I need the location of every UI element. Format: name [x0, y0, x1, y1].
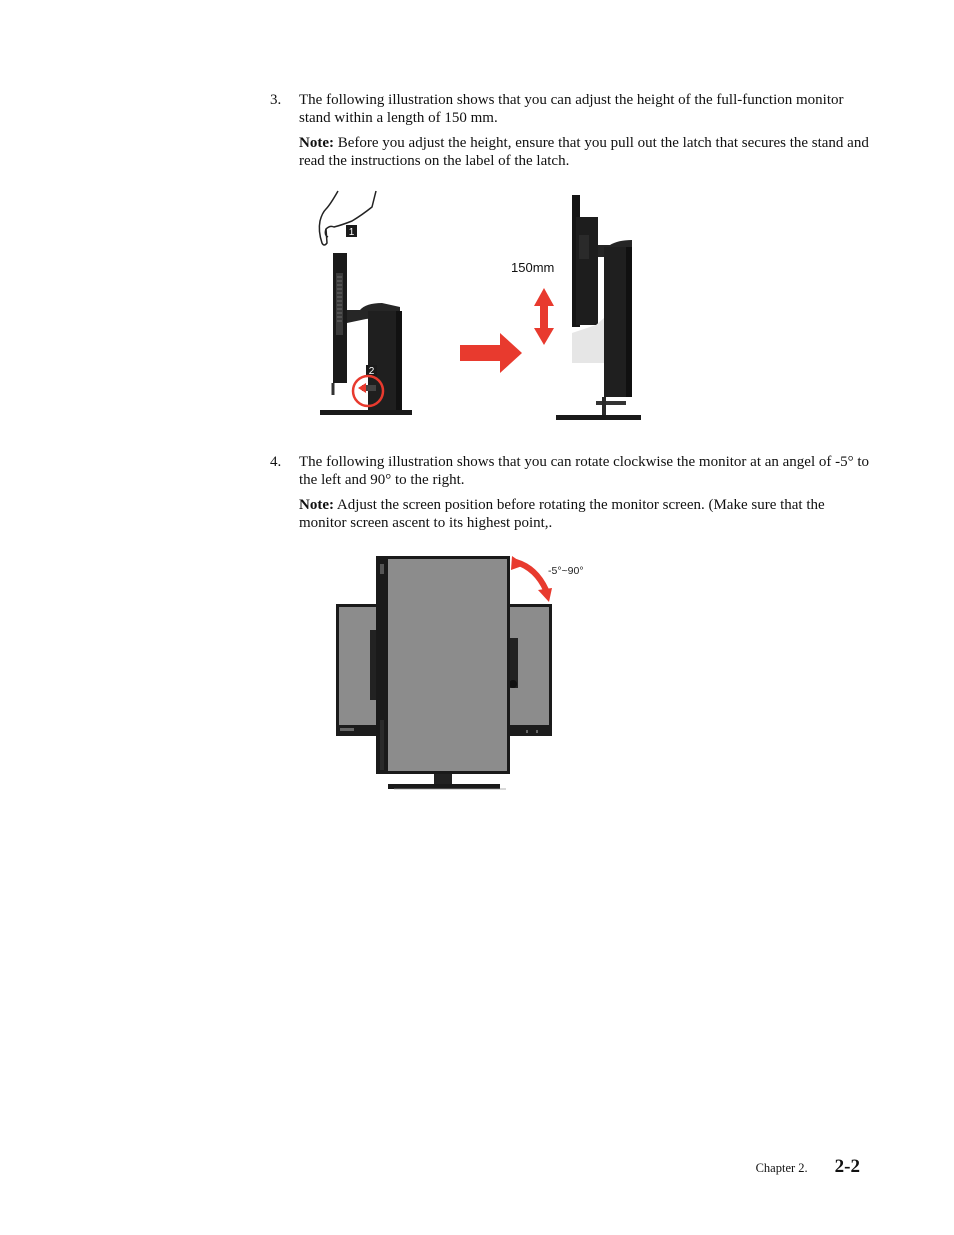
step-4-note-text: Adjust the screen position before rotating the monitor screen. (Make sure that the monitor screen ascent to its highest point,. — [299, 497, 825, 531]
step-4-note-label: Note: — [299, 497, 334, 513]
monitor-stand — [388, 774, 506, 789]
rotation-illustration — [330, 550, 600, 795]
callout-1 — [346, 225, 357, 238]
step-4-note — [299, 496, 870, 532]
page-number: 2-2 — [834, 1156, 860, 1177]
height-adjust-illustration — [300, 185, 660, 425]
step-3-note-text: Before you adjust the height, ensure that you pull out the latch that secures the stand and read the instructions on the label of the latch. — [299, 135, 869, 169]
step-3-number: 3. — [270, 92, 282, 108]
step-3-text: The following illustration shows that you can adjust the height of the full-function monitor stand within a length of 150 mm. — [299, 92, 844, 126]
step-3 — [270, 91, 870, 170]
step-3-note-label: Note: — [299, 135, 334, 151]
step-4 — [270, 453, 870, 532]
page-footer — [756, 1156, 860, 1178]
callout-1-label: 1 — [348, 227, 355, 238]
rotation-arrow-icon — [511, 556, 552, 602]
monitor-side-view-after — [556, 195, 641, 420]
height-range-arrow — [534, 288, 554, 345]
step-4-text: The following illustration shows that you can rotate clockwise the monitor at an angel of -5° to the left and 90° to the right. — [299, 454, 870, 488]
chapter-label: Chapter 2. — [755, 1161, 808, 1175]
monitor-portrait — [376, 556, 510, 774]
callout-2-label: 2 — [368, 366, 375, 377]
red-right-arrow — [460, 333, 522, 373]
step-4-number: 4. — [270, 454, 282, 470]
step-3-note — [299, 134, 870, 170]
rotation-label: -5°~90° — [548, 565, 584, 577]
height-label: 150mm — [511, 260, 555, 275]
